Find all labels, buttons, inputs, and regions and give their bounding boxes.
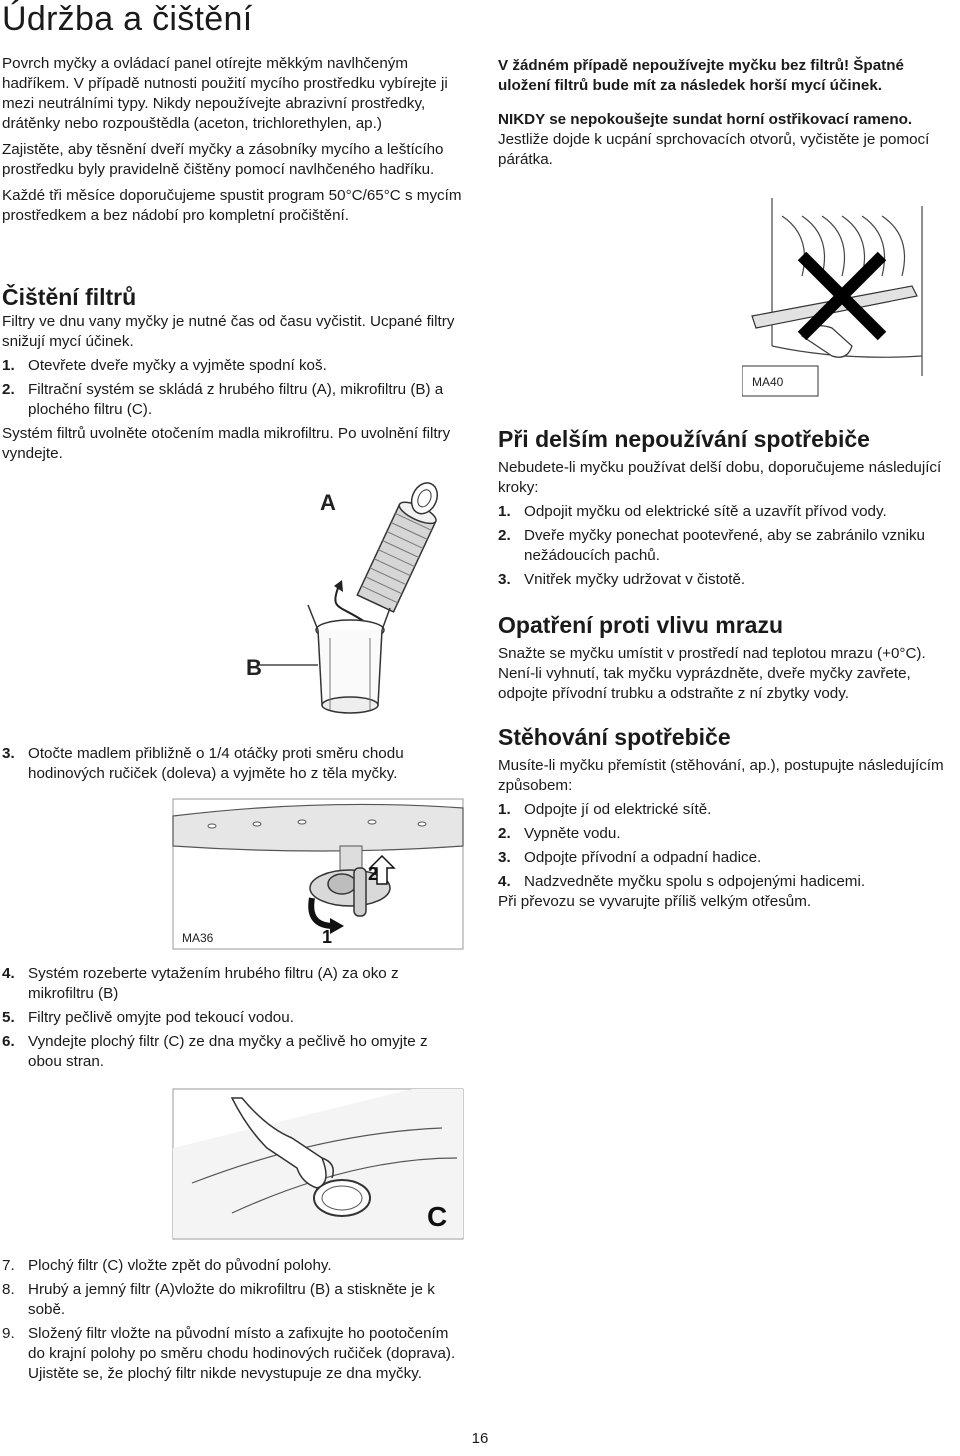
moving-heading: Stěhování spotřebiče [498, 724, 731, 750]
filters-release-text: Systém filtrů uvolněte otočením madla mikrofiltru. Po uvolnění filtry vyndejte. [2, 425, 451, 462]
spray-arm-code: MA40 [752, 375, 784, 389]
moving-note: Při převozu se vyvarujte příliš velkým otřesům. [498, 893, 812, 910]
long-absence-heading: Při delším nepoužívání spotřebiče [498, 426, 870, 452]
intro-paragraph: Každé tři měsíce doporučujeme spustit program 50°C/65°C s mycím prostředkem a bez nádobí pro kompletní pročištění. [2, 187, 462, 224]
frost-section [498, 644, 944, 704]
list-item: 5. Filtry pečlivě omyjte pod tekoucí vodou. [2, 1009, 294, 1026]
list-item: 1. Otevřete dveře myčky a vyjměte spodní koš. [2, 357, 327, 374]
flat-filter-label-c: C [427, 1201, 448, 1232]
list-item: 1. Odpojit myčku od elektrické sítě a uzavřít přívod vody. [498, 503, 887, 520]
list-item: 2. Vypněte vodu. [498, 825, 621, 842]
flat-filter-figure [172, 1088, 464, 1240]
list-item: 1. Odpojte jí od elektrické sítě. [498, 801, 712, 818]
list-item: 2. Dveře myčky ponechat pootevřené, aby se zabránilo vzniku nežádoucích pachů. [498, 527, 925, 564]
list-item: 6. Vyndejte plochý filtr (C) ze dna myčky a pečlivě ho omyjte z obou stran. [2, 1033, 428, 1070]
list-item: 3. Odpojte přívodní a odpadní hadice. [498, 849, 762, 866]
filter-label-a: A [320, 490, 336, 515]
long-absence-section [498, 458, 944, 594]
warnings-section [498, 56, 938, 170]
handle-figure-code: MA36 [182, 931, 214, 945]
filters-steps-b [2, 744, 464, 784]
filters-section [2, 312, 464, 464]
warning-clean-holes: Jestliže dojde k ucpání sprchovacích otvorů, vyčistěte je pomocí párátka. [498, 131, 930, 168]
list-item: 8. Hrubý a jemný filtr (A)vložte do mikrofiltru (B) a stiskněte je k sobě. [2, 1281, 435, 1318]
handle-step-1-label: 1 [322, 927, 333, 947]
intro-paragraph: Povrch myčky a ovládací panel otírejte měkkým navlhčeným hadříkem. V případě nutnosti použití mycího prostředku vybírejte ji mezi neutrálními typy. Nikdy nepoužívejte abrazivní prostředky, drátěnky nebo rozpouštědla (aceton, trichlorethylen, ap.) [2, 55, 448, 132]
page-number: 16 [471, 1430, 489, 1447]
list-item: 3. Vnitřek myčky udržovat v čistotě. [498, 571, 746, 588]
frost-heading: Opatření proti vlivu mrazu [498, 612, 783, 638]
filters-steps-a [2, 356, 464, 420]
step-3-section [2, 744, 464, 788]
list-item: 9. Složený filtr vložte na původní místo a zafixujte ho pootočením do krajní polohy po směru chodu hodinových ručiček (doprava). Ujistěte se, že plochý filtr nikde nevystupuje ze dna myčky. [2, 1325, 456, 1382]
warning-no-filters: V žádném případě nepoužívejte myčku bez filtrů! Špatné uložení filtrů bude mít za následek horší mycí účinek. [498, 57, 904, 94]
steps-4-6-section [2, 964, 464, 1076]
steps-7-9-section [2, 1256, 464, 1388]
intro-section [2, 54, 464, 226]
filters-steps-c [2, 964, 464, 1072]
intro-paragraph: Zajistěte, aby těsnění dveří myčky a zásobníky mycího a leštícího prostředku byly pravidelně čištěny pomocí navlhčeného hadříku. [2, 141, 444, 178]
list-item: 4. Systém rozeberte vytažením hrubého filtru (A) za oko z mikrofiltru (B) [2, 965, 399, 1002]
list-item: 7. Plochý filtr (C) vložte zpět do původní polohy. [2, 1257, 332, 1274]
list-item: 3. Otočte madlem přibližně o 1/4 otáčky proti směru chodu hodinových ručiček (doleva) a vyjměte ho z těla myčky. [2, 745, 404, 782]
long-absence-steps [498, 502, 944, 590]
moving-section [498, 756, 944, 912]
page-title: Údržba a čištění [2, 0, 253, 38]
long-absence-intro: Nebudete-li myčku používat delší dobu, doporučujeme následující kroky: [498, 459, 942, 496]
filter-label-b: B [246, 655, 262, 680]
moving-intro: Musíte-li myčku přemístit (stěhování, ap.), postupujte následujícím způsobem: [498, 757, 944, 794]
spray-arm-figure [742, 196, 930, 400]
filters-steps-d [2, 1256, 464, 1384]
warning-spray-arm: NIKDY se nepokoušejte sundat horní ostřikovací rameno. [498, 111, 913, 128]
coarse-filter-a [357, 475, 449, 612]
handle-step-2-label: 2 [368, 864, 379, 884]
filters-ab-figure [230, 470, 460, 730]
microfilter-b [308, 605, 390, 713]
filters-intro: Filtry ve dnu vany myčky je nutné čas od času vyčistit. Ucpané filtry snižují mycí účinek. [2, 313, 455, 350]
list-item: 2. Filtrační systém se skládá z hrubého filtru (A), mikrofiltru (B) a plochého filtru (C). [2, 381, 444, 418]
list-item: 4. Nadzvedněte myčku spolu s odpojenými hadicemi. [498, 873, 866, 890]
handle-turn-figure [172, 798, 464, 950]
frost-text: Snažte se myčku umístit v prostředí nad teplotou mrazu (+0°C). Není-li vyhnutí, tak myčku vyprázdněte, dveře myčky zavřete, odpojte přívodní trubku a odstraňte z ní zbytky vody. [498, 645, 926, 702]
filters-heading: Čištění filtrů [2, 284, 137, 310]
moving-steps [498, 800, 944, 892]
